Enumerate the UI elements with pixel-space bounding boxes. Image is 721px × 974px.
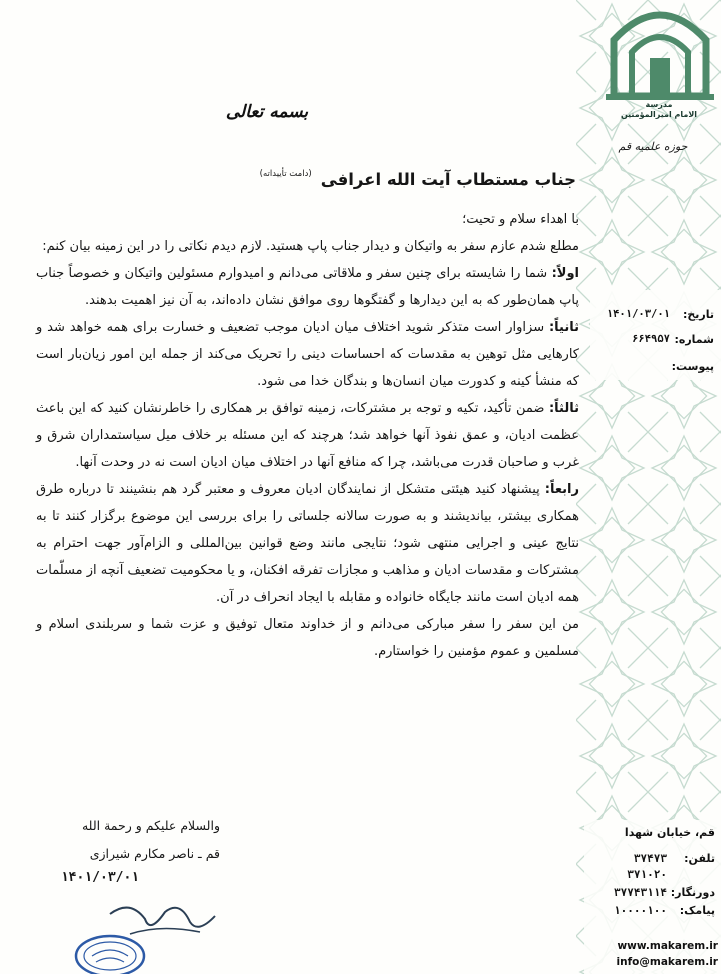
point-2: ثانیاً: سزاوار است متذکر شوید اختلاف میان ادیان موجب تضعیف و خسارت برای همه خواهد شد و کارهایی مثل توهین به مقدسات که احساسات دینی را تحریک می‌کند از جمله این امور زیان‌بار است که منشأ کینه و کدورت میان انسان‌ها و بندگان خدا می شود. [36, 320, 579, 389]
point-1-label: اولاً: [551, 266, 579, 281]
basmala: بسمه تعالی [225, 102, 309, 122]
greeting: با اهداء سلام و تحیت؛ [462, 212, 579, 227]
letter-page: مدرسة الامام امیرالمؤمنین حوزه علمیه قم تاریخ: ۱۴۰۱/۰۳/۰۱ شماره: ۶۶۴۹۵۷ پیوست: بسمه تعالی جناب مستطاب آیت الله اعرافی $^{(دامت تأییداته)}$ با اهداء سلام و تحیت؛ مطلع شدم عازم سفر به واتیکان و دیدار جناب پاپ هستید. لازم دیدم نکاتی را در این زمینه بیان کنم: اولاً: شما را شایسته برای چنین سفر و ملاقاتی می‌دانم و امیدوارم مسئولین واتیکان و خصوصاً جناب پاپ همان‌طور که به این دیدارها و گفتگوها روی موافق نشان داده‌اند، به آن نیز اهمیت بدهند. ثانیاً: سزاوار است متذکر شوید اختلاف میان ادیان موجب تضعیف و خسارت برای همه خواهد شد و کارهایی مثل توهین به مقدسات که احساسات دینی را تحریک می‌کند از جمله این امور زیان‌بار است که منشأ کینه و کدورت میان انسان‌ها و بندگان خدا می شود. ثالثاً: ضمن تأکید، تکیه و توجه بر مشترکات، زمینه توافق بر همکاری را خاطرنشان کنید که این باعث عظمت ادیان، و عمق نفوذ آنها خواهد شد؛ هرچند که این مسئله بر خلاف میل سیاستمداران شرق و غرب و صاحبان قدرت می‌باشد، چرا که منافع آنها در اختلاف میان ادیان است نه در وحدت آنها. رابعاً: پیشنهاد کنید هیئتی متشکل از نمایندگان ادیان معروف و معتبر گرد هم بنشینند تا درباره طرق همکاری بیشتر، بیاندیشند و به صورت سالانه جلساتی را برای بررسی این موضوع برگزار کنند تا به نتایج عینی و اجرایی منتهی شود؛ نتایجی مانند وضع قوانین بین‌المللی و الزام‌آور جهت احترام به مشترکات و مقدسات ادیان و مذاهب و مجازات تفرقه افکنان، و یا محکومیت تضعیف آنچه از مسلّمات همه ادیان است مانند جایگاه خانواده و مقابله با ایجاد انحراف در آن. من این سفر را سفر مبارکی می‌دانم و از خداوند متعال توفیق و عزت شما و سربلندی اسلام و مسلمین و عموم مؤمنین را خواستارم. والسلام علیکم و رحمة الله قم ـ ناصر مکارم شیرازی ۱۴۰۱/۰۳/۰۱ قم، خیابان شهدا تلفن: ۳۷۴۷۳ ۳۷۱۰۲۰ دورنگار: ۳۷۷۴۳۱۱۴ پیامک: ۱۰۰۰۰۱۰۰ www.makarem.ir info@makarem.ir [0, 0, 721, 974]
number-label: شماره: [674, 333, 714, 346]
number-value: ۶۶۴۹۵۷ [632, 333, 670, 345]
point-1: اولاً: شما را شایسته برای چنین سفر و ملاقاتی می‌دانم و امیدوارم مسئولین واتیکان و خصوصاً جناب پاپ همان‌طور که به این دیدارها و گفتگوها روی موافق نشان داده‌اند، به آن نیز اهمیت بدهند. [36, 266, 579, 308]
intro-paragraph: مطلع شدم عازم سفر به واتیکان و دیدار جناب پاپ هستید. لازم دیدم نکاتی را در این زمینه بیان کنم: [42, 239, 579, 254]
point-4: رابعاً: پیشنهاد کنید هیئتی متشکل از نمایندگان ادیان معروف و معتبر گرد هم بنشینند تا درباره طرق همکاری بیشتر، بیاندیشند و به صورت سالانه جلساتی را برای بررسی این موضوع برگزار کنند تا به نتایج عینی و اجرایی منتهی شود؛ نتایجی مانند وضع قوانین بین‌المللی و الزام‌آور جهت احترام به مشترکات و مقدسات ادیان و مذاهب و مجازات تفرقه افکنان، و یا محکومیت تضعیف آنچه از مسلّمات همه ادیان است مانند جایگاه خانواده و مقابله با ایجاد انحراف در آن. [36, 482, 579, 605]
institution-name: حوزه علمیه قم [618, 140, 688, 153]
phone-2: ۳۷۱۰۲۰ [627, 868, 667, 881]
point-3-label: ثالثاً: [548, 401, 579, 416]
recipient-honorific: (دامت تأییداته) [259, 169, 312, 179]
date-label: تاریخ: [682, 308, 714, 321]
date-value: ۱۴۰۱/۰۳/۰۱ [606, 308, 670, 320]
logo-caption: مدرسة الامام امیرالمؤمنین [620, 100, 698, 119]
sms-number: ۱۰۰۰۰۱۰۰ [614, 904, 667, 917]
conclusion-paragraph: من این سفر را سفر مبارکی می‌دانم و از خداوند متعال توفیق و عزت شما و سربلندی اسلام و مسلمین و عموم مؤمنین را خواستارم. [36, 617, 579, 659]
signature-date: ۱۴۰۱/۰۳/۰۱ [60, 870, 140, 885]
attachment-label: پیوست: [671, 360, 714, 373]
recipient-name: جناب مستطاب آیت الله اعرافی [320, 170, 576, 189]
fax-number: ۳۷۷۴۳۱۱۴ [614, 886, 667, 899]
point-3: ثالثاً: ضمن تأکید، تکیه و توجه بر مشترکات، زمینه توافق بر همکاری را خاطرنشان کنید که این باعث عظمت ادیان، و عمق نفوذ آنها خواهد شد؛ هرچند که این مسئله بر خلاف میل سیاستمداران شرق و غرب و صاحبان قدرت می‌باشد، چرا که منافع آنها در اختلاف میان ادیان است نه در وحدت آنها. [36, 401, 579, 470]
point-4-label: رابعاً: [544, 482, 579, 497]
signatory: قم ـ ناصر مکارم شیرازی [89, 846, 220, 861]
letter-body [36, 206, 579, 665]
closing-salutation: والسلام علیکم و رحمة الله [81, 818, 220, 833]
phone-1: ۳۷۴۷۳ [633, 852, 667, 865]
point-2-label: ثانیاً: [548, 320, 579, 335]
signature-and-seal [70, 894, 240, 974]
email-link[interactable]: info@makarem.ir [616, 956, 718, 968]
recipient-line [200, 170, 576, 189]
website-link[interactable]: www.makarem.ir [617, 940, 718, 952]
